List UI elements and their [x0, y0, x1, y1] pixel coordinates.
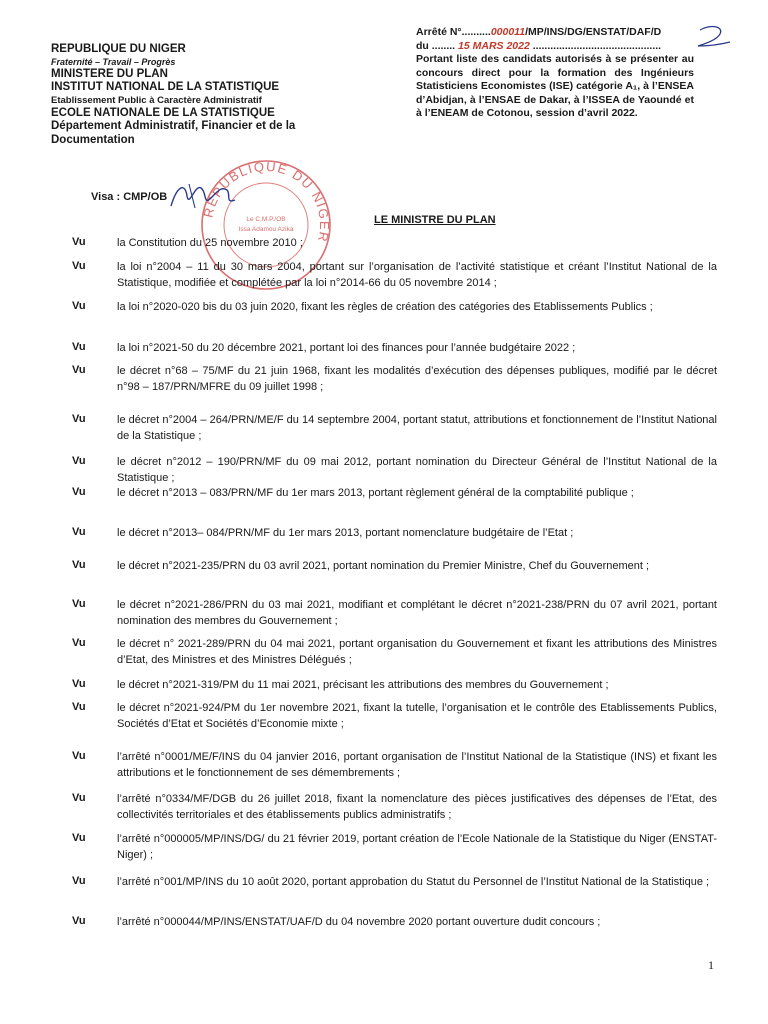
decree-number: 000011 [490, 26, 526, 38]
vu-label: Vu [72, 364, 86, 376]
consideration-text: le décret n°2021-286/PRN du 03 mai 2021, modifiant et complétant le décret n°2021-238/PRN du 07 avril 2021, portant nomination des membres du Gouvernement ; [117, 599, 717, 627]
stamp-ring-text: REPUBLIQUE DU NIGER [200, 158, 333, 245]
consideration-text: la loi n°2004 – 11 du 30 mars 2004, portant sur l’organisation de l’activité statistique et créant l’Institut National de la Statistique, modifiée et complétée par la loi n°2014-66 du 05 novembre 2014 ; [117, 261, 717, 289]
vu-label: Vu [72, 750, 86, 762]
consideration-text: l’arrêté n°000005/MP/INS/DG/ du 21 février 2019, portant création de l’Ecole Nationale de la Statistique du Niger (ENSTAT-Niger) ; [117, 833, 717, 861]
school-name: ECOLE NATIONALE DE LA STATISTIQUE [51, 106, 275, 119]
decree-date: 15 MARS 2022 [458, 39, 530, 52]
consideration-text: le décret n°68 – 75/MF du 21 juin 1968, fixant les modalités d’exécution des dépenses publiques, modifié par le décret n°98 – 187/PRN/MFRE du 09 juillet 1998 ; [117, 365, 717, 393]
vu-label: Vu [72, 486, 86, 498]
minister-title: LE MINISTRE DU PLAN [374, 214, 496, 226]
vu-label: Vu [72, 300, 86, 312]
consideration-text: le décret n°2021-924/PM du 1er novembre 2021, fixant la tutelle, l’organisation et le contrôle des Etablissements Publics, Sociétés d’Etat et Sociétés d’Economie mixte ; [117, 702, 717, 730]
vu-label: Vu [72, 915, 86, 927]
consideration-text: le décret n° 2021-289/PRN du 04 mai 2021, portant organisation du Gouvernement et fixant les attributions des Ministres d’Etat, des Ministres et des Ministres Délégués ; [117, 638, 717, 666]
consideration-text: l’arrêté n°0001/ME/F/INS du 04 janvier 2016, portant organisation de l’Institut National de la Statistique (INS) et fixant les attributions et le fonctionnement de ses démembrements ; [117, 751, 717, 779]
stamp-center-line-1: Le C.M.P./OB [246, 216, 286, 223]
vu-label: Vu [72, 526, 86, 538]
vu-label: Vu [72, 678, 86, 690]
consideration-text: l’arrêté n°000044/MP/INS/ENSTAT/UAF/D du 04 novembre 2020 portant ouverture dudit concours ; [117, 916, 601, 928]
decree-prefix: Arrêté N° [416, 26, 462, 38]
vu-label: Vu [72, 455, 86, 467]
vu-label: Vu [72, 559, 86, 571]
date-prefix: du [416, 39, 429, 52]
stamp-center-line-2: Issa Adamou Azika [238, 226, 294, 233]
consideration-text: la loi n°2021-50 du 20 décembre 2021, portant loi des finances pour l’année budgétaire 2022 ; [117, 342, 576, 354]
vu-label: Vu [72, 832, 86, 844]
vu-label: Vu [72, 260, 86, 272]
vu-label: Vu [72, 413, 86, 425]
country-name: REPUBLIQUE DU NIGER [51, 43, 186, 55]
decree-subject: Portant liste des candidats autorisés à se présenter au concours direct pour la formation des Ingénieurs Statisticiens Economistes (ISE) catégorie A₁, à l’ENSEA d’Abidjan, à l’ENSAE de Dakar, à l’ISSEA de Yaoundé et à l’ENEAM de Cotonou, session d’avril 2022. [416, 53, 694, 119]
page-number: 1 [708, 958, 714, 972]
vu-label: Vu [72, 598, 86, 610]
consideration-text: le décret n°2013 – 083/PRN/MF du 1er mars 2013, portant règlement général de la comptabilité publique ; [117, 487, 634, 499]
consideration-text: l’arrêté n°001/MP/INS du 10 août 2020, portant approbation du Statut du Personnel de l’Institut National de la Statistique ; [117, 876, 710, 888]
department-line-1: Département Administratif, Financier et de la [51, 120, 296, 132]
consideration-text: la Constitution du 25 novembre 2010 ; [117, 237, 303, 249]
vu-label: Vu [72, 701, 86, 713]
vu-label: Vu [72, 236, 86, 248]
consideration-text: l’arrêté n°0334/MF/DGB du 26 juillet 2018, fixant la nomenclature des pièces justificatives des dépenses de l’Etat, des collectivités territoriales et des établissements publics administratifs ; [117, 793, 717, 821]
vu-label: Vu [72, 792, 86, 804]
visa-line: Visa : CMP/OB [91, 191, 168, 203]
institute-name: INSTITUT NATIONAL DE LA STATISTIQUE [51, 81, 280, 93]
consideration-text: la loi n°2020-020 bis du 03 juin 2020, fixant les règles de création des catégories des Etablissements Publics ; [117, 301, 653, 313]
department-line-2: Documentation [51, 133, 135, 146]
vu-label: Vu [72, 875, 86, 887]
consideration-text: le décret n°2021-319/PM du 11 mai 2021, précisant les attributions des membres du Gouvernement ; [117, 679, 609, 691]
decree-number-line: Arrêté N°..........000011/MP/INS/DG/ENSTAT/DAF/D [416, 26, 662, 38]
consideration-text: le décret n°2021-235/PRN du 03 avril 2021, portant nomination du Premier Ministre, Chef du Gouvernement ; [117, 560, 650, 572]
ministry-name: MINISTERE DU PLAN [51, 67, 168, 80]
vu-label: Vu [72, 341, 86, 353]
decree-date-line: du ........ 15 MARS 2022 ............................................ [416, 39, 662, 52]
consideration-text: le décret n°2004 – 264/PRN/ME/F du 14 septembre 2004, portant statut, attributions et fonctionnement de l’Institut National de la Statistique ; [117, 414, 717, 442]
national-motto: Fraternité – Travail – Progrès [51, 56, 176, 67]
decree-reference: /MP/INS/DG/ENSTAT/DAF/D [525, 26, 662, 38]
consideration-text: le décret n°2012 – 190/PRN/MF du 09 mai 2012, portant nomination du Directeur Général de l’Institut National de la Statistique ; [117, 456, 717, 484]
vu-label: Vu [72, 637, 86, 649]
consideration-text: le décret n°2013– 084/PRN/MF du 1er mars 2013, portant nomenclature budgétaire de l’Etat ; [117, 527, 574, 539]
institute-status: Etablissement Public à Caractère Administratif [51, 94, 262, 106]
